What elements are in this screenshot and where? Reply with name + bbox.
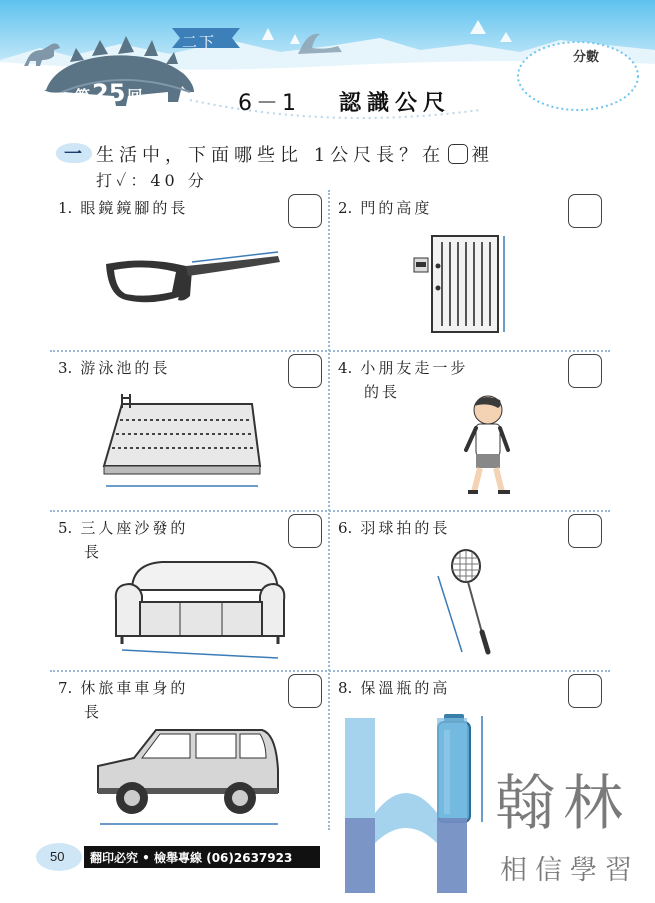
- question-grid: [50, 190, 610, 830]
- question-item-5: 5. 三人座沙發的 長: [50, 510, 328, 670]
- swimming-pool-icon: [102, 390, 262, 500]
- question-marker: 一: [56, 143, 92, 163]
- glasses-icon: [102, 250, 282, 310]
- question-item-6: 6. 羽球拍的長: [330, 510, 608, 670]
- answer-checkbox-7[interactable]: [288, 674, 322, 708]
- answer-checkbox-1[interactable]: [288, 194, 322, 228]
- question-item-4: 4. 小朋友走一步 的長: [330, 350, 608, 510]
- grade-label: 二下: [182, 33, 217, 51]
- watermark-slogan-text: 相信學習: [500, 855, 640, 886]
- page-title: [238, 86, 451, 117]
- checkbox-symbol-icon: [448, 144, 468, 164]
- lesson-badge: [75, 79, 142, 107]
- question-item-8: 8. 保溫瓶的高: [330, 670, 608, 830]
- walking-child-icon: [458, 394, 518, 498]
- thermos-icon: [430, 712, 490, 828]
- score-label: 分數: [573, 50, 600, 65]
- answer-checkbox-6[interactable]: [568, 514, 602, 548]
- lesson-prefix: 第: [75, 87, 91, 105]
- badminton-racket-icon: [432, 548, 512, 658]
- answer-checkbox-8[interactable]: [568, 674, 602, 708]
- sofa-icon: [112, 560, 286, 660]
- question-item-3: 3. 游泳池的長: [50, 350, 328, 510]
- instruction-line-2: 打✓：40 分: [96, 171, 208, 190]
- title-code: 6－1: [238, 91, 300, 116]
- answer-checkbox-3[interactable]: [288, 354, 322, 388]
- watermark-brand-text: 翰林: [495, 769, 631, 839]
- page-number: 50: [50, 849, 65, 864]
- door-icon: [406, 232, 516, 336]
- question-item-7: 7. 休旅車車身的 長: [50, 670, 328, 830]
- question-item-2: 2. 門的高度: [330, 190, 608, 350]
- instruction-line-1: 生活中，下面哪些比 1公尺長？在 裡: [96, 145, 495, 166]
- title-name: 認識公尺: [339, 91, 452, 116]
- answer-checkbox-5[interactable]: [288, 514, 322, 548]
- lesson-suffix: 回: [127, 87, 143, 105]
- suv-icon: [94, 726, 284, 830]
- answer-checkbox-4[interactable]: [568, 354, 602, 388]
- question-item-1: 1. 眼鏡鏡腳的長: [50, 190, 328, 350]
- lesson-number: 25: [92, 79, 126, 107]
- copyright-notice: 翻印必究 • 檢舉專線 (06)2637923: [84, 846, 320, 868]
- answer-checkbox-2[interactable]: [568, 194, 602, 228]
- page-header: [0, 0, 655, 135]
